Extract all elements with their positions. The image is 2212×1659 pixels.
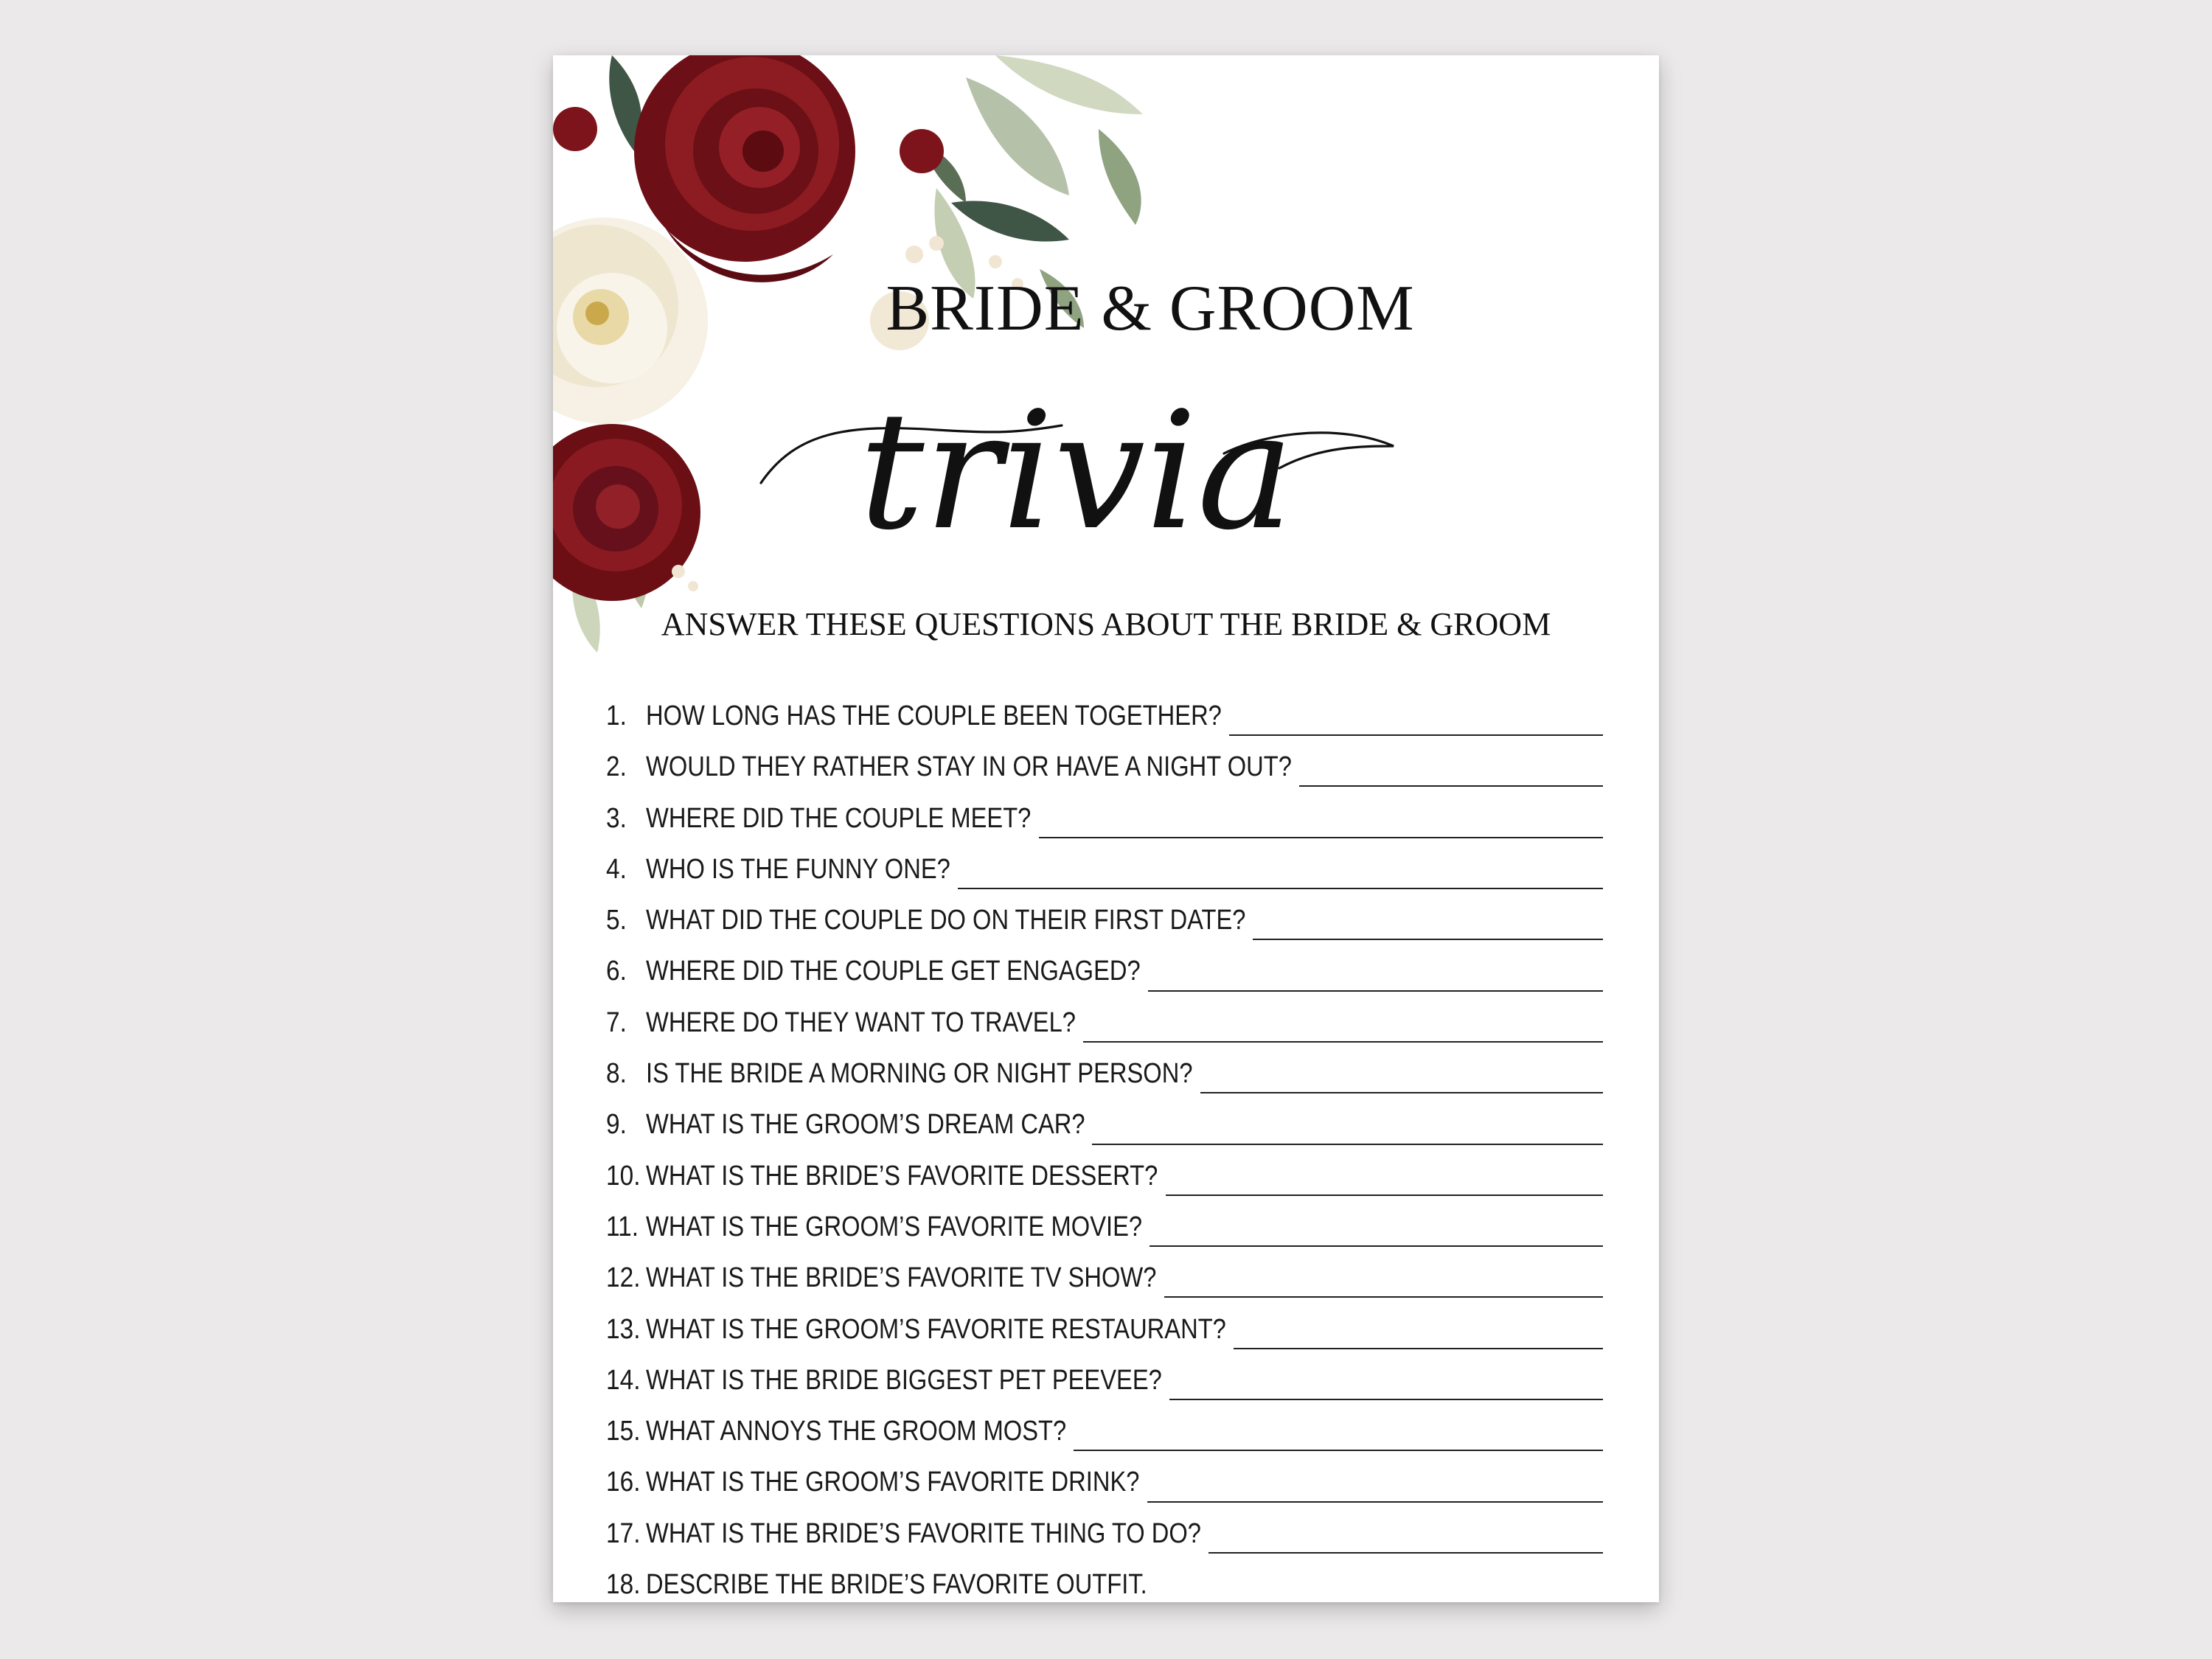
- question-row: [606, 1161, 1603, 1211]
- answer-line[interactable]: [1166, 1194, 1603, 1196]
- question-row: [606, 1314, 1603, 1365]
- answer-line[interactable]: [1039, 836, 1603, 838]
- question-row: [606, 1109, 1603, 1160]
- answer-line[interactable]: [1234, 1347, 1603, 1349]
- question-text: WHERE DID THE COUPLE MEET?: [646, 802, 1032, 834]
- answer-line[interactable]: [1164, 1295, 1603, 1298]
- answer-line[interactable]: [1299, 785, 1603, 787]
- question-row: [606, 1058, 1603, 1109]
- answer-line[interactable]: [1229, 734, 1603, 736]
- question-number: 13.: [606, 1313, 641, 1345]
- question-number: 8.: [606, 1058, 627, 1090]
- question-number: 2.: [606, 751, 627, 783]
- question-text: WHAT ANNOYS THE GROOM MOST?: [646, 1416, 1067, 1447]
- answer-line[interactable]: [1148, 990, 1603, 992]
- question-text: WHAT IS THE BRIDE’S FAVORITE DESSERT?: [646, 1160, 1158, 1192]
- question-number: 4.: [606, 853, 627, 885]
- question-text: WHERE DO THEY WANT TO TRAVEL?: [646, 1006, 1076, 1038]
- trivia-script-text: trivia: [859, 377, 1294, 566]
- questions-list: [606, 700, 1603, 1602]
- question-row: [606, 1416, 1603, 1467]
- question-text: WHAT IS THE GROOM’S FAVORITE MOVIE?: [646, 1211, 1143, 1242]
- question-number: 3.: [606, 802, 627, 834]
- question-row: [606, 905, 1603, 956]
- question-row: [606, 1569, 1603, 1602]
- question-number: 18.: [606, 1569, 641, 1601]
- answer-line[interactable]: [958, 887, 1603, 889]
- question-text: WHAT IS THE GROOM’S FAVORITE RESTAURANT?: [646, 1313, 1226, 1345]
- question-row: [606, 1211, 1603, 1262]
- answer-line[interactable]: [1169, 1398, 1603, 1400]
- answer-line[interactable]: [1147, 1500, 1603, 1503]
- answer-line[interactable]: [1208, 1551, 1603, 1554]
- question-row: [606, 700, 1603, 751]
- subtitle: ANSWER THESE QUESTIONS ABOUT THE BRIDE & GROOM: [661, 606, 1551, 642]
- answer-line[interactable]: [1074, 1449, 1603, 1451]
- question-row: [606, 751, 1603, 802]
- question-number: 6.: [606, 956, 627, 987]
- question-text: WHAT IS THE BRIDE’S FAVORITE TV SHOW?: [646, 1262, 1157, 1294]
- question-number: 1.: [606, 700, 627, 731]
- question-row: [606, 956, 1603, 1006]
- question-number: 12.: [606, 1262, 641, 1294]
- question-number: 5.: [606, 905, 627, 936]
- question-row: [606, 1365, 1603, 1416]
- answer-line[interactable]: [1150, 1245, 1603, 1247]
- question-row: [606, 1007, 1603, 1058]
- trivia-card: [553, 55, 1659, 1602]
- question-number: 17.: [606, 1517, 641, 1549]
- answer-line[interactable]: [1200, 1091, 1603, 1093]
- question-text: WHAT IS THE BRIDE’S FAVORITE THING TO DO?: [646, 1517, 1201, 1549]
- question-text: IS THE BRIDE A MORNING OR NIGHT PERSON?: [646, 1058, 1193, 1090]
- answer-line[interactable]: [1253, 938, 1603, 940]
- question-number: 14.: [606, 1364, 641, 1396]
- question-number: 11.: [606, 1211, 639, 1242]
- question-row: [606, 1262, 1603, 1313]
- question-text: DESCRIBE THE BRIDE’S FAVORITE OUTFIT.: [646, 1569, 1147, 1601]
- answer-line[interactable]: [1083, 1040, 1603, 1043]
- question-number: 16.: [606, 1467, 641, 1498]
- question-text: WOULD THEY RATHER STAY IN OR HAVE A NIGHT OUT?: [646, 751, 1292, 783]
- question-number: 10.: [606, 1160, 641, 1192]
- answer-line[interactable]: [1092, 1143, 1603, 1145]
- question-row: [606, 1518, 1603, 1569]
- question-text: HOW LONG HAS THE COUPLE BEEN TOGETHER?: [646, 700, 1222, 731]
- question-row: [606, 803, 1603, 854]
- question-text: WHERE DID THE COUPLE GET ENGAGED?: [646, 956, 1141, 987]
- trivia-script-title: [752, 343, 1401, 594]
- question-number: 7.: [606, 1006, 627, 1038]
- question-text: WHAT IS THE GROOM’S DREAM CAR?: [646, 1109, 1085, 1141]
- question-text: WHO IS THE FUNNY ONE?: [646, 853, 950, 885]
- question-number: 9.: [606, 1109, 627, 1141]
- question-row: [606, 1467, 1603, 1517]
- title-bride-groom: BRIDE & GROOM: [886, 273, 1415, 344]
- question-text: WHAT IS THE BRIDE BIGGEST PET PEEVEE?: [646, 1364, 1162, 1396]
- question-text: WHAT DID THE COUPLE DO ON THEIR FIRST DATE?: [646, 905, 1246, 936]
- question-text: WHAT IS THE GROOM’S FAVORITE DRINK?: [646, 1467, 1140, 1498]
- question-number: 15.: [606, 1416, 641, 1447]
- question-row: [606, 854, 1603, 905]
